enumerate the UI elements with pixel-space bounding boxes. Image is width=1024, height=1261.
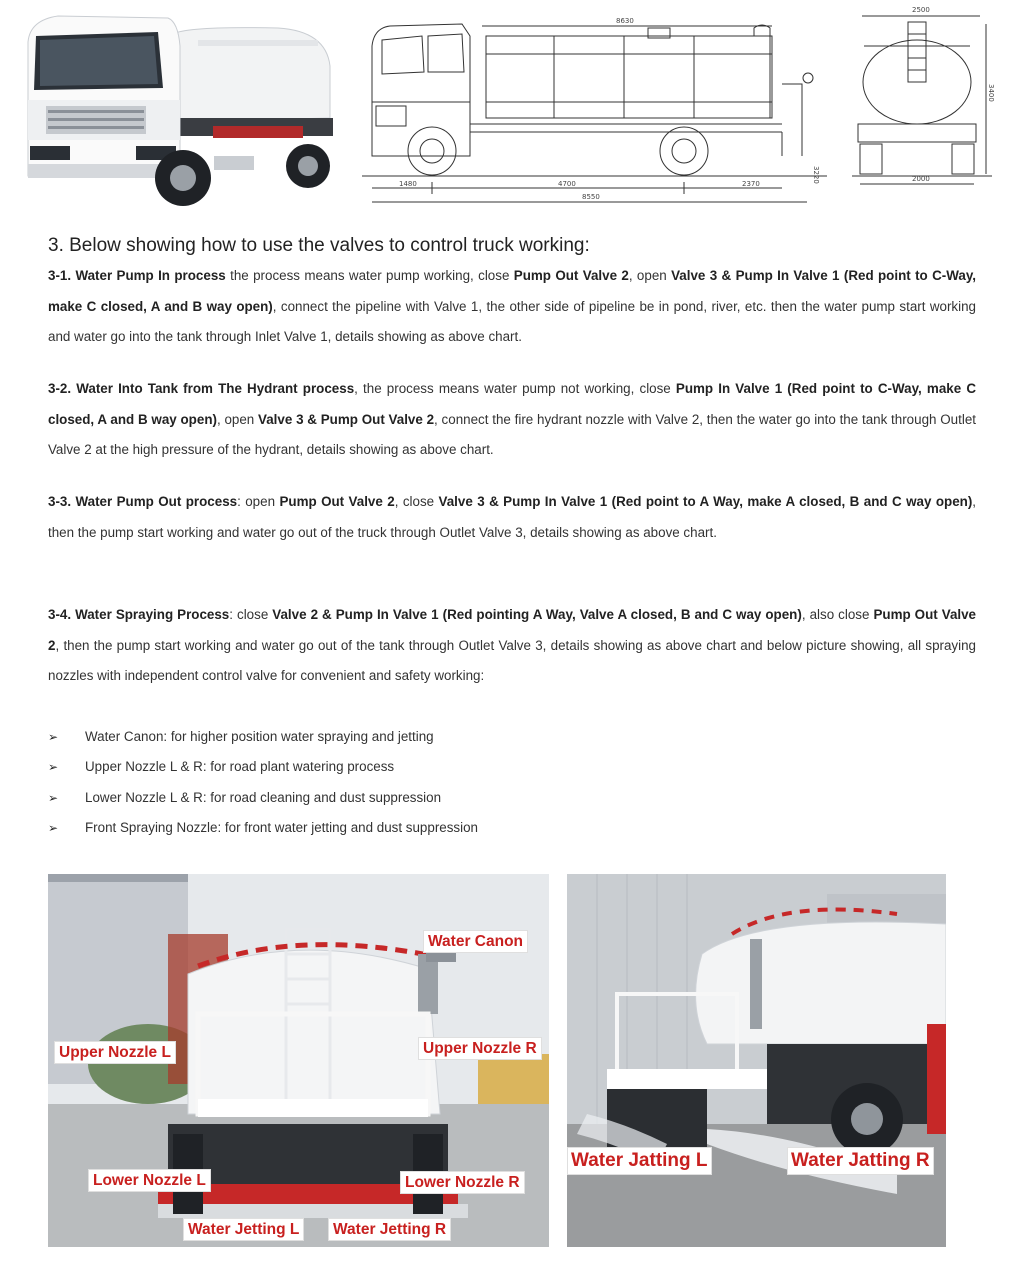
- label-upper-nozzle-l: Upper Nozzle L: [54, 1041, 176, 1064]
- truck-illustration: [18, 6, 340, 211]
- arrow-bullet-icon: ➢: [48, 730, 59, 744]
- paragraph-3-2: 3-2. Water Into Tank from The Hydrant process, the process means water pump not working, close Pump In Valve 1 (Red point to C-Way, make C closed, A and B way open), open Valve 3 & Pump Out Valve 2, connect the fire hydrant nozzle with Valve 2, then the water go into the tank through Outlet Valve 2 at the high pressure of the hydrant, details showing as above chart.: [48, 381, 976, 457]
- label-upper-nozzle-r: Upper Nozzle R: [418, 1037, 542, 1060]
- dim-top-length: 8630: [616, 17, 634, 25]
- dim-total: 8550: [582, 193, 600, 201]
- arrow-bullet-icon: ➢: [48, 820, 59, 835]
- paragraph-title: 3-4. Water Spraying Process: [48, 607, 230, 622]
- list-item: ➢ Water Canon: for higher position water spraying and jetting: [48, 722, 748, 752]
- label-water-jetting-r: Water Jetting R: [328, 1218, 451, 1241]
- label-water-jatting-l: Water Jatting L: [567, 1147, 712, 1175]
- nozzle-list: [48, 722, 748, 843]
- dim-front: 1480: [399, 180, 417, 188]
- arrow-bullet-icon: ➢: [48, 790, 59, 805]
- side-elevation-drawing: [362, 6, 827, 211]
- list-item: ➢ Front Spraying Nozzle: for front water jetting and dust suppression: [48, 813, 748, 843]
- paragraph-title: 3-1. Water Pump In process: [48, 268, 226, 283]
- arrow-bullet-icon: ➢: [48, 760, 59, 775]
- label-water-cannon: Water Canon: [423, 930, 528, 953]
- truck-rear-photo: [48, 874, 549, 1247]
- dim-wheelbase: 4700: [558, 180, 576, 188]
- rear-elevation-drawing: [852, 4, 1002, 189]
- truck-jetting-photo: [567, 874, 946, 1247]
- label-lower-nozzle-l: Lower Nozzle L: [88, 1169, 211, 1192]
- dim-rear: 2370: [742, 180, 760, 188]
- paragraph-title: 3-2. Water Into Tank from The Hydrant process: [48, 381, 355, 396]
- label-water-jatting-r: Water Jatting R: [787, 1147, 934, 1175]
- label-lower-nozzle-r: Lower Nozzle R: [400, 1171, 525, 1194]
- paragraph-3-1: 3-1. Water Pump In process the process means water pump working, close Pump Out Valve 2, open Valve 3 & Pump In Valve 1 (Red point to C-Way, make C closed, A and B way open), connect the pipeline with Valve 1, the other side of pipeline be in pond, river, etc. then the water pump start working and water go into the tank through Inlet Valve 1, details showing as above chart.: [48, 268, 976, 344]
- paragraph-3-4: 3-4. Water Spraying Process: close Valve 2 & Pump In Valve 1 (Red pointing A Way, Valve A closed, B and C way open), also close Pump Out Valve 2, then the pump start working and water go out of the tank through Outlet Valve 3, details showing as above chart and below picture showing, all spraying nozzles with independent control valve for convenient and safety working:: [48, 607, 977, 683]
- truck-photo: [18, 6, 340, 211]
- section-heading: 3. Below showing how to use the valves to control truck working:: [48, 235, 590, 256]
- dim-rear-height: 3400: [987, 84, 995, 102]
- paragraph-3-3: 3-3. Water Pump Out process: open Pump Out Valve 2, close Valve 3 & Pump In Valve 1 (Red point to A Way, make A closed, B and C way open), then the pump start working and water go out of the truck through Outlet Valve 3, details showing as above chart.: [48, 494, 977, 540]
- label-water-jetting-l: Water Jetting L: [183, 1218, 304, 1241]
- paragraph-title: 3-3. Water Pump Out process: [48, 494, 238, 509]
- dim-rear-track: 2000: [912, 175, 930, 183]
- list-item: ➢ Lower Nozzle L & R: for road cleaning and dust suppression: [48, 783, 748, 813]
- list-item: ➢ Upper Nozzle L & R: for road plant watering process: [48, 752, 748, 782]
- dim-height-side: 3220: [812, 166, 820, 184]
- dim-rear-width: 2500: [912, 6, 930, 14]
